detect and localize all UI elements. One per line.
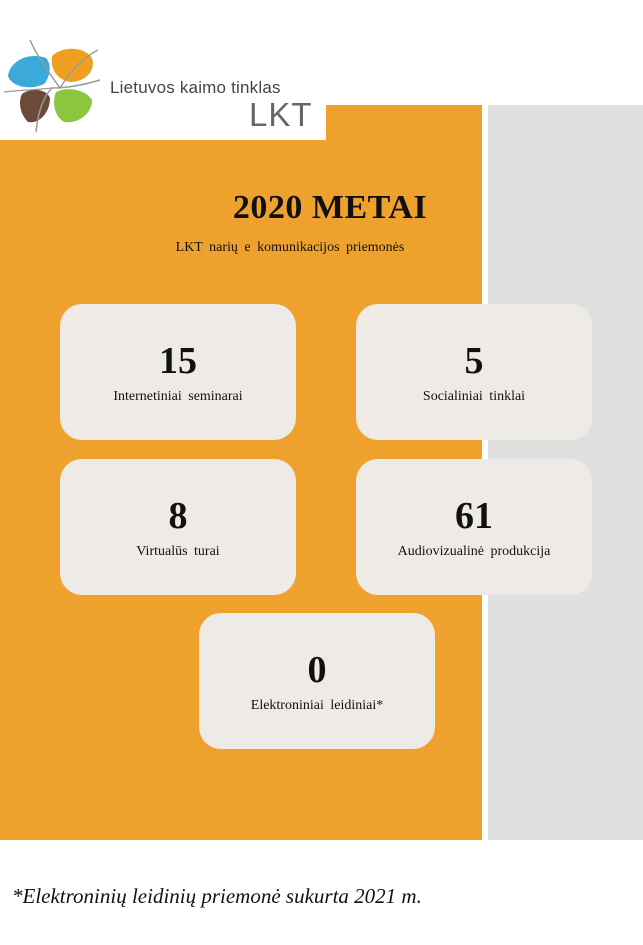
stat-card-webinars	[60, 304, 296, 440]
stat-value: 61	[455, 495, 493, 537]
stat-label: Virtualūs turai	[136, 544, 220, 559]
stat-card-social-networks	[356, 304, 592, 440]
stat-value: 0	[307, 649, 327, 691]
logo-abbreviation: LKT	[249, 96, 313, 133]
stat-label: Audiovizualinė produkcija	[397, 544, 551, 559]
page-title: 2020 METAI	[232, 189, 428, 226]
lkt-logo	[0, 28, 326, 140]
stat-card-audiovisual	[356, 459, 592, 595]
logo-name: Lietuvos kaimo tinklas	[110, 78, 281, 97]
stat-card-e-publications	[199, 613, 435, 749]
stat-value: 5	[464, 340, 484, 382]
page-subtitle: LKT narių e komunikacijos priemonės	[175, 240, 405, 255]
stat-label: Elektroniniai leidiniai*	[250, 698, 384, 713]
stat-value: 15	[159, 340, 197, 382]
footnote: *Elektroninių leidinių priemonė sukurta 2021 m.	[12, 884, 422, 908]
stat-value: 8	[168, 495, 188, 537]
stat-label: Internetiniai seminarai	[113, 389, 243, 404]
stat-label: Socialiniai tinklai	[422, 389, 526, 404]
stat-card-virtual-tours	[60, 459, 296, 595]
